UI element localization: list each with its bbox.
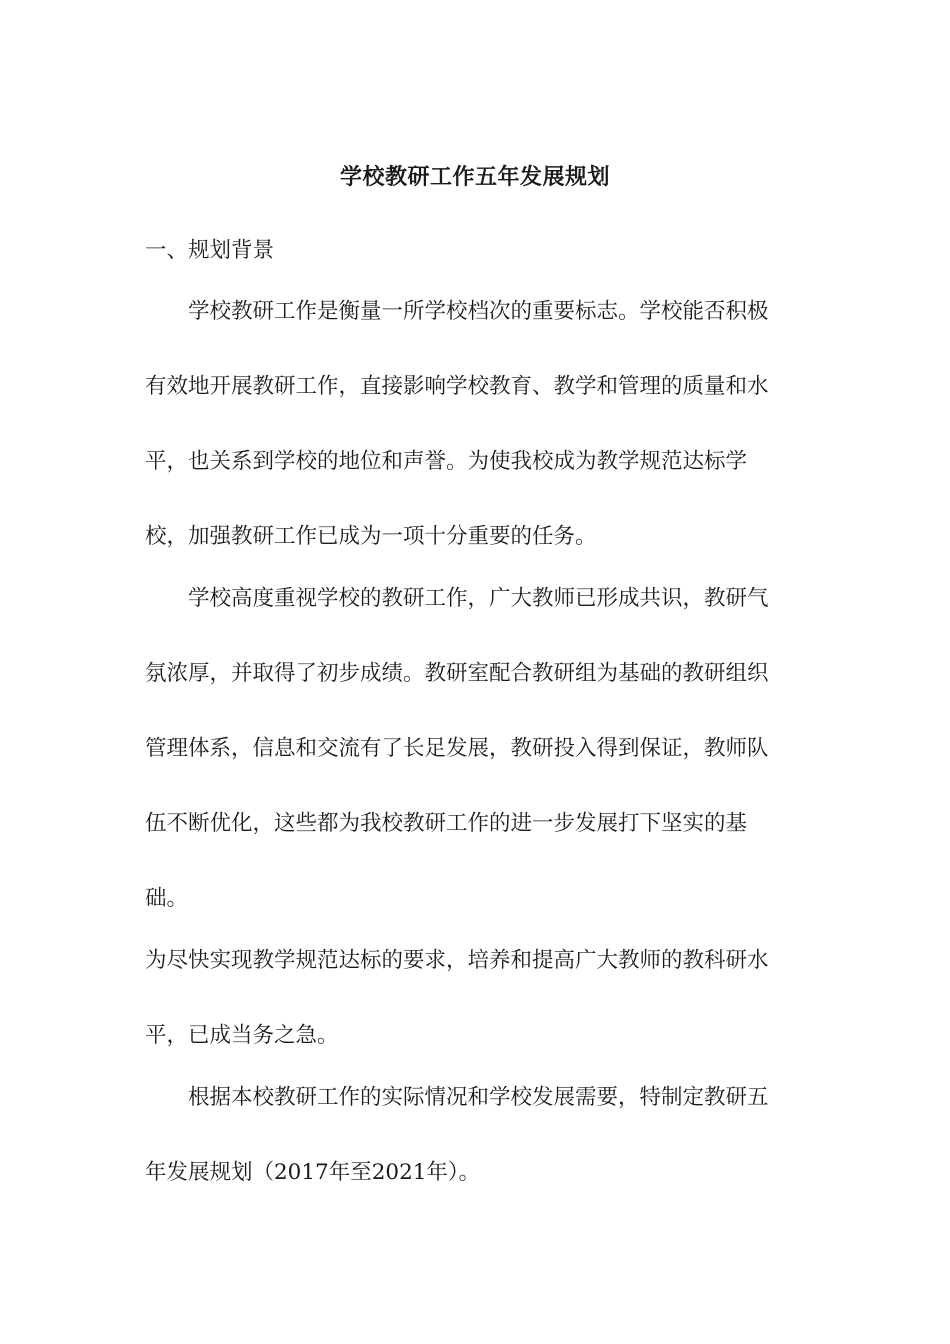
- paragraph-line: 校，加强教研工作已成为一项十分重要的任务。: [145, 524, 597, 549]
- paragraph-line: 为尽快实现教学规范达标的要求，培养和提高广大教师的教科研水: [145, 948, 769, 973]
- paragraph-line: 学校教研工作是衡量一所学校档次的重要标志。学校能否积极: [145, 299, 769, 324]
- paragraph-line: 根据本校教研工作的实际情况和学校发展需要，特制定教研五: [145, 1085, 769, 1110]
- paragraph-line: 管理体系，信息和交流有了长足发展，教研投入得到保证，教师队: [145, 736, 769, 761]
- document-title: 学校教研工作五年发展规划: [339, 164, 610, 190]
- paragraph-line: 础。: [145, 886, 189, 911]
- paragraph-line: 平，也关系到学校的地位和声誉。为使我校成为教学规范达标学: [145, 449, 748, 474]
- section-heading-background: 一、规划背景: [145, 238, 275, 263]
- paragraph-line: 伍不断优化，这些都为我校教研工作的进一步发展打下坚实的基: [145, 811, 748, 836]
- paragraph-line: 年发展规划（2017年至2021年）。: [145, 1160, 481, 1185]
- paragraph-line: 有效地开展教研工作，直接影响学校教育、教学和管理的质量和水: [145, 374, 769, 399]
- paragraph-line: 学校高度重视学校的教研工作，广大教师已形成共识，教研气: [145, 586, 769, 611]
- paragraph-line: 平，已成当务之急。: [145, 1023, 339, 1048]
- paragraph-line: 氛浓厚，并取得了初步成绩。教研室配合教研组为基础的教研组织: [145, 661, 769, 686]
